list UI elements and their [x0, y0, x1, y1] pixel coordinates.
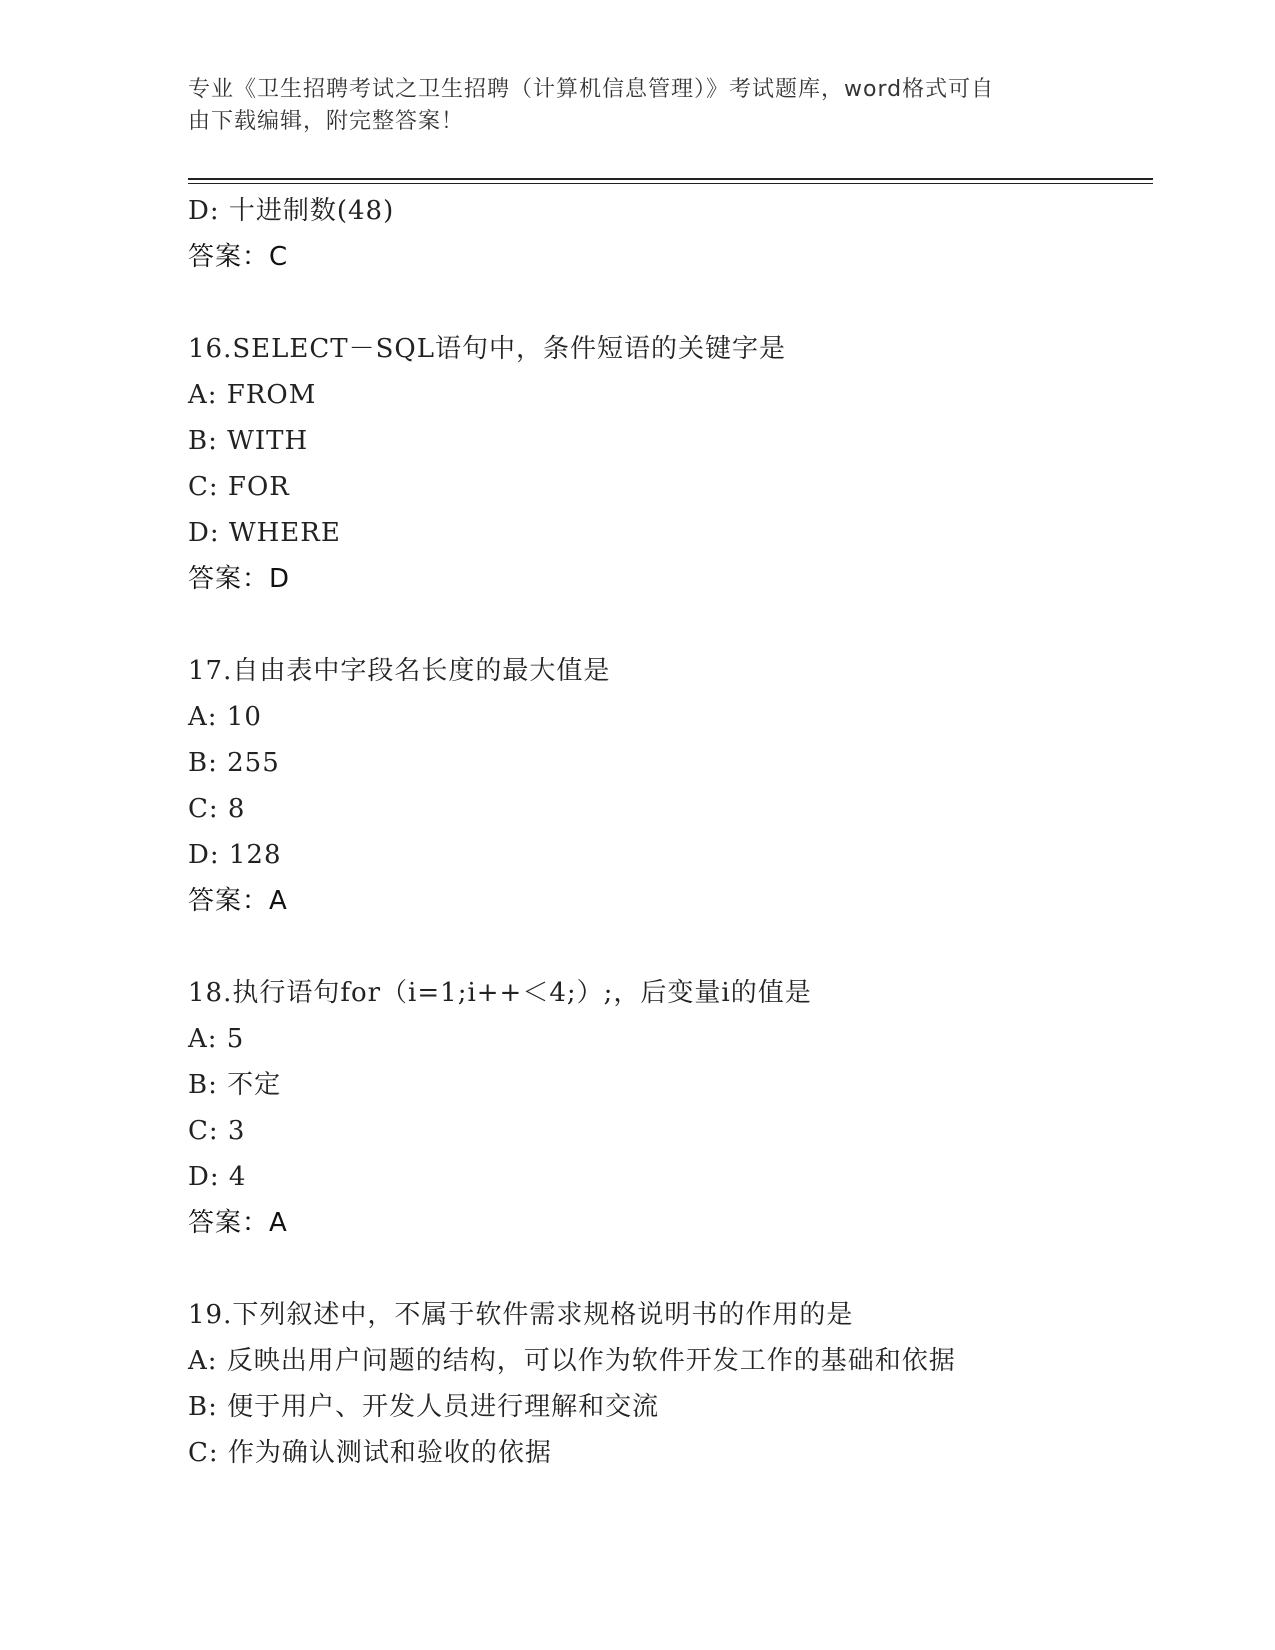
- answer: 答案：C: [188, 242, 289, 272]
- document-header: [188, 74, 1068, 138]
- option-a: A: FROM: [188, 380, 317, 410]
- header-line-2: 由下载编辑，附完整答案！: [188, 109, 465, 134]
- question-17: [188, 648, 1153, 924]
- option-a: A: 反映出用户问题的结构，可以作为软件开发工作的基础和依据: [188, 1346, 956, 1376]
- option-b: B: 便于用户、开发人员进行理解和交流: [188, 1392, 660, 1422]
- option-b: B: WITH: [188, 426, 309, 456]
- spacer: [188, 924, 1153, 970]
- answer: 答案：A: [188, 886, 288, 916]
- question-18: [188, 970, 1153, 1246]
- question-title: 16.SELECT－SQL语句中，条件短语的关键字是: [188, 334, 787, 364]
- header-divider-thin: [188, 183, 1153, 184]
- spacer: [188, 1246, 1153, 1292]
- option-d: D: 128: [188, 840, 282, 870]
- option-d: D: 十进制数(48): [188, 196, 395, 226]
- option-a: A: 5: [188, 1024, 245, 1054]
- header-line-1: 专业《卫生招聘考试之卫生招聘（计算机信息管理）》考试题库，word格式可自: [188, 77, 995, 102]
- question-19: [188, 1292, 1153, 1476]
- option-d: D: WHERE: [188, 518, 341, 548]
- question-list: [188, 188, 1153, 1476]
- option-c: C: 8: [188, 794, 246, 824]
- option-b: B: 255: [188, 748, 280, 778]
- spacer: [188, 602, 1153, 648]
- question-title: 18.执行语句for（i=1;i++＜4;）;，后变量i的值是: [188, 978, 812, 1008]
- question-title: 19.下列叙述中，不属于软件需求规格说明书的作用的是: [188, 1300, 854, 1330]
- answer: 答案：D: [188, 564, 291, 594]
- answer: 答案：A: [188, 1208, 288, 1238]
- option-c: C: FOR: [188, 472, 290, 502]
- option-a: A: 10: [188, 702, 262, 732]
- question-16: [188, 326, 1153, 602]
- option-d: D: 4: [188, 1162, 247, 1192]
- header-divider-thick: [188, 178, 1153, 180]
- previous-question-tail: [188, 188, 1153, 280]
- option-b: B: 不定: [188, 1070, 282, 1100]
- option-c: C: 3: [188, 1116, 246, 1146]
- spacer: [188, 280, 1153, 326]
- option-c: C: 作为确认测试和验收的依据: [188, 1438, 552, 1468]
- question-title: 17.自由表中字段名长度的最大值是: [188, 656, 611, 686]
